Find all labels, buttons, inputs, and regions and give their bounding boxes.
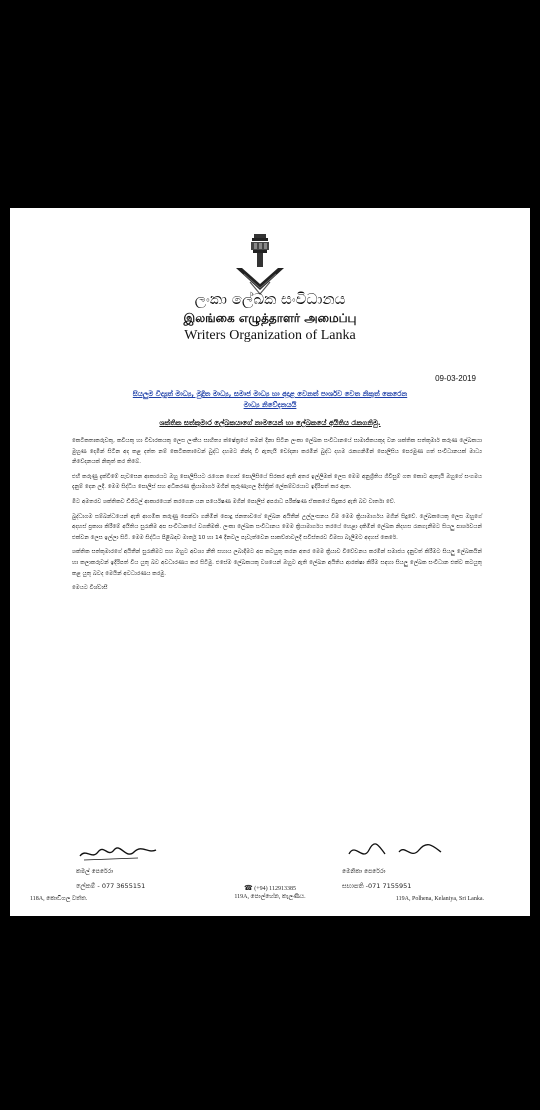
- body-paragraph: කෙටිකතාකරුවකු, කවියකු හා විචාරකයකු ලෙස ලංකීය සාහිත්‍ය ක්ෂේත්‍රයේ තමන් දිනා සිටින ලංකා ලේඛක සංවිධානයේ සාමාජිකයකුද වන ශක්තික සත්කුමාර් කරුණ ලේඛකයා මුහුණ දෙමින් සිටින අද කළ දත්ත නම් කෙටිකතාවෙන් බුද්ධ දහමට නින්දා වී ඇතැයි චෝදනා කරමින් බුද්ධ දහම රැකගනිමින් පොලිසිය පෙරමුණ ගත් සංවිධානයක් මාධ්‍ය නිවේදනයක් නිකුත් කර තිබේ.: [72, 438, 482, 466]
- footer-address-right: 119A, Polhena, Kelaniya, Sri Lanka.: [395, 896, 484, 902]
- footer-phone: (+94) 112913385: [254, 886, 296, 892]
- closing-line: මෙයට විශ්වාසී: [72, 585, 108, 592]
- letter-body: [72, 436, 482, 598]
- signatory-role-phone: ලේකම් - 077 3655151: [76, 882, 146, 890]
- body-paragraph: ශක්තික සත්කුමාරගේ අයිතීන් සුරැකීමට සහ ඔහුට අවශ්‍ය නීති සහාය ලබාදීමට අප කටයුතු කරන අතර මෙම ක්‍රියාව විවේචනය කරමින් සමාජය දැනුවත් කිරීමට සියලු ලේඛකයින් හා කලාකරුවන් ඉදිරිපත් විය යුතු බව අවධාරණය කර සිටිමු. එසේම ලේඛකයකු වශයෙන් ඔහුට ඇති ලේඛන අයිතිය ආරක්ෂා කිරීම සඳහා සියලු ලේඛක සංවිධාන එක්ව කටයුතු කළ යුතු බවද මෙයින් අවධාරණය කරමු.: [72, 549, 482, 577]
- letter-document: [10, 208, 530, 916]
- footer-address-center: 119A, පොල්හේන, කැලණිය.: [234, 894, 306, 900]
- subject-line-2: මාධ්‍ය නිවේදනයයි: [243, 401, 297, 409]
- signatory-role-phone: සභාපති -071 7155951: [342, 882, 412, 890]
- body-paragraph: බුද්ධාගම සම්බන්ධයෙන් ඇති ආගමික කරුණු පෙන්වා ගනිමින් පොදු ජනතාවගේ ලේඛන අයිතීන් උල්ලංඝනය වීම මෙම ක්‍රියාමාර්ගය මගින් සිදුවේ. ලේඛකයෙකු ලෙස ඔහුගේ අදහස් ප්‍රකාශ කිරීමේ අයිතිය සුරැකීම අප සංවිධානයේ වගකීමකි. ලංකා ලේඛක සංවිධානය මෙම ක්‍රියාමාර්ගය තරයේ හෙළා දකිමින් ලේඛක නිදහස රැකගැනීමට සියලු පාර්ශවයන් එක්වන ලෙස ඉල්ලා සිටී. මෙම සිද්ධිය පිළිබඳව මාර්තු 10 හා 14 දිනවල පැවැත්වෙන සාකච්ඡාවලදී සවිස්තරව විමසා බැලීමට අදහස් කෙරේ.: [72, 513, 482, 541]
- signature-secretary-image: [78, 844, 158, 864]
- letter-date: 09-03-2019: [435, 374, 476, 383]
- org-name-tamil: இலங்கை எழுத்தாளர் அமைப்பு: [183, 311, 357, 325]
- subject-line-1: සියලුම විද්‍යුත් මාධ්‍ය, මුද්‍රිත මාධ්‍ය, සමාජ මාධ්‍ය හා අදාළ වෙනත් පාර්ශව වෙත නිකුත් කෙරෙන: [132, 390, 408, 398]
- signatory-name: මෙනිකා පෙරේරා: [342, 868, 386, 875]
- org-name-sinhala: ලංකා ලේඛක සංවිධානය: [194, 290, 346, 308]
- telephone-icon: ☎: [244, 884, 253, 892]
- footer-address-left: 118A, කොඩිගල වත්ත.: [30, 896, 88, 902]
- signatory-name: කමල් පෙරේරා: [76, 868, 114, 875]
- body-paragraph: එහි කරුණු දැක්වීමේ පැවසෙන ආකාරයට ඔහු පොලිසියට රැගෙන ගොස් පොලිසියේ සිරකර ඇති අතර ඉල්ලිමක් ලෙස මෙම අනුශ්‍රිතිය ගිවිසුම් ගත කොට ඇතැයි ඔහුගේ සංගමය දැනුම් දෙන ලදී. මෙම සිද්ධිය පොලිස් සහ අධිකරණ ක්‍රියාමාර්ග මගින් කුරුණෑගල දිස්ත්‍රික් ලේකම්වරයාට ඉදිරිපත් කර ඇත.: [72, 473, 482, 491]
- signature-president-image: [345, 840, 445, 864]
- subject-line: [60, 389, 480, 411]
- org-name-english: Writers Organization of Lanka: [184, 328, 356, 343]
- body-paragraph: මීට අමතරව ශක්තිකව ඩිජිටල් ආකාරයෙන් කරගෙන යන පර්යේෂණ මගින් පොලිස් අපරාධ පරීක්ෂණ ඒකකයේ සිදුකර ඇති බව වාර්තා වේ.: [72, 498, 396, 505]
- letter-heading: ශක්තික සත්කුමාර ලේඛකයාගේ නාමයෙන් හා ලේඛකයේ අයිතිය රැකගනිමු.: [159, 419, 381, 427]
